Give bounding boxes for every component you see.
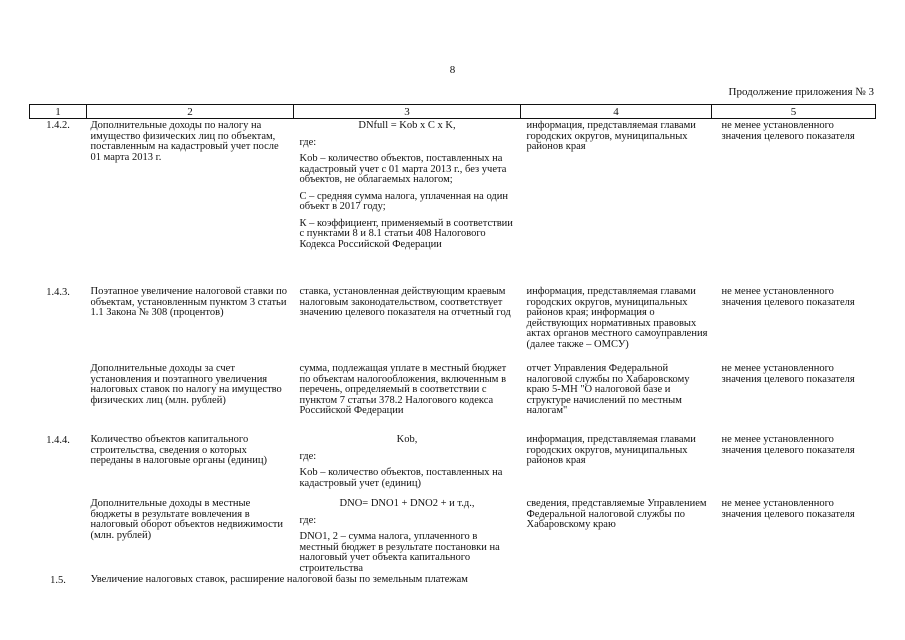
method-item: К – коэффициент, применяемый в соответствии с пунктами 8 и 8.1 статьи 408 Налогового Кодекса Российской Федерации [299,217,513,250]
formula: Kob, [396,434,418,445]
page-number: 8 [449,64,456,76]
indicator-cell: Дополнительные доходы в местные бюджеты в результате вовлечения в налоговый оборот объектов недвижимости (млн. рублей) [90,498,283,541]
method-item: DNO1, 2 – сумма налога, уплаченного в местный бюджет в результате постановки на налоговый учет объекта капитального строительства [299,531,500,574]
target-cell: не менее установленного значения целевого показателя [721,286,855,308]
row-number: 1.4.2. [46,120,70,131]
row-number: 1.4.4. [46,435,70,446]
indicator-cell: Количество объектов капитального строительства, сведения о которых переданы в налоговые органы (единиц) [90,434,267,466]
row-number: 1.4.3. [46,287,70,298]
method-cell [294,499,521,575]
section-title: Увеличение налоговых ставок, расширение налоговой базы по земельным платежам [90,574,468,585]
table-row [30,364,876,435]
row-number: 1.5. [50,575,66,586]
indicator-cell: Дополнительные доходы по налогу на имущество физических лиц по объектам, поставленным на кадастровый учет после 01 марта 2013 г. [90,120,279,163]
formula: DNO= DNO1 + DNO2 + и т.д., [339,498,475,509]
method-item: Kob – количество объектов, поставленных на кадастровый учет с 01 марта 2013 г., без учета объектов, не облагаемых налогом; [299,153,507,185]
method-item: Kob – количество объектов, поставленных на кадастровый учет (единиц) [299,467,503,489]
source-cell: сведения, представляемые Управлением Федеральной налоговой службы по Хабаровскому краю [526,498,707,530]
row-number [30,364,87,435]
column-header: 3 [294,105,521,119]
method-cell: ставка, установленная действующим краевым налоговым законодательством, соответствует значению целевого показателя на отчетный год [299,286,511,318]
table-row [30,435,876,499]
method-cell: сумма, подлежащая уплате в местный бюджет по объектам налогообложения, включенным в перечень, определяемый в соответствии с пунктом 7 статьи 378.2 Налогового кодекса Российской Федерации [299,363,507,416]
column-header: 1 [30,105,87,119]
source-cell: информация, представляемая главами городских округов, муниципальных районов края [526,120,696,152]
table-row [30,575,876,592]
table-row [30,119,876,288]
formula: DNfull = Kob x C x K, [358,120,456,131]
where-label: где: [299,514,317,526]
row-number [30,499,87,575]
appendix-table [29,104,876,592]
target-cell: не менее установленного значения целевого показателя [721,363,855,385]
table-row [30,287,876,364]
header-row [30,105,876,119]
continuation-label: Продолжение приложения № 3 [728,86,874,98]
source-cell: информация, представляемая главами городских округов, муниципальных районов края [526,434,696,466]
where-label: где: [299,136,317,148]
method-item: С – средняя сумма налога, уплаченная на один объект в 2017 году; [299,190,508,212]
method-cell [294,435,521,499]
table-row [30,499,876,575]
source-cell: отчет Управления Федеральной налоговой службы по Хабаровскому краю 5-МН "О налоговой базе и структуре начислений по местным налогам" [526,363,690,416]
where-label: где: [299,450,317,462]
method-cell [294,119,521,288]
target-cell: не менее установленного значения целевого показателя [721,498,855,520]
target-cell: не менее установленного значения целевого показателя [721,434,855,456]
column-header: 4 [521,105,712,119]
target-cell: не менее установленного значения целевого показателя [721,120,855,142]
indicator-cell: Дополнительные доходы за счет установления и поэтапного увеличения налоговых ставок по налогу на имущество физических лиц (млн. рублей) [90,363,282,406]
indicator-cell: Поэтапное увеличение налоговой ставки по объектам, установленным пунктом 3 статьи 1.1 Закона № 308 (процентов) [90,286,287,318]
column-header: 5 [712,105,876,119]
column-header: 2 [87,105,294,119]
source-cell: информация, представляемая главами городских округов, муниципальных районов края; информация о действующих нормативных правовых актах органов местного самоуправления (далее также – ОМСУ) [526,286,708,350]
